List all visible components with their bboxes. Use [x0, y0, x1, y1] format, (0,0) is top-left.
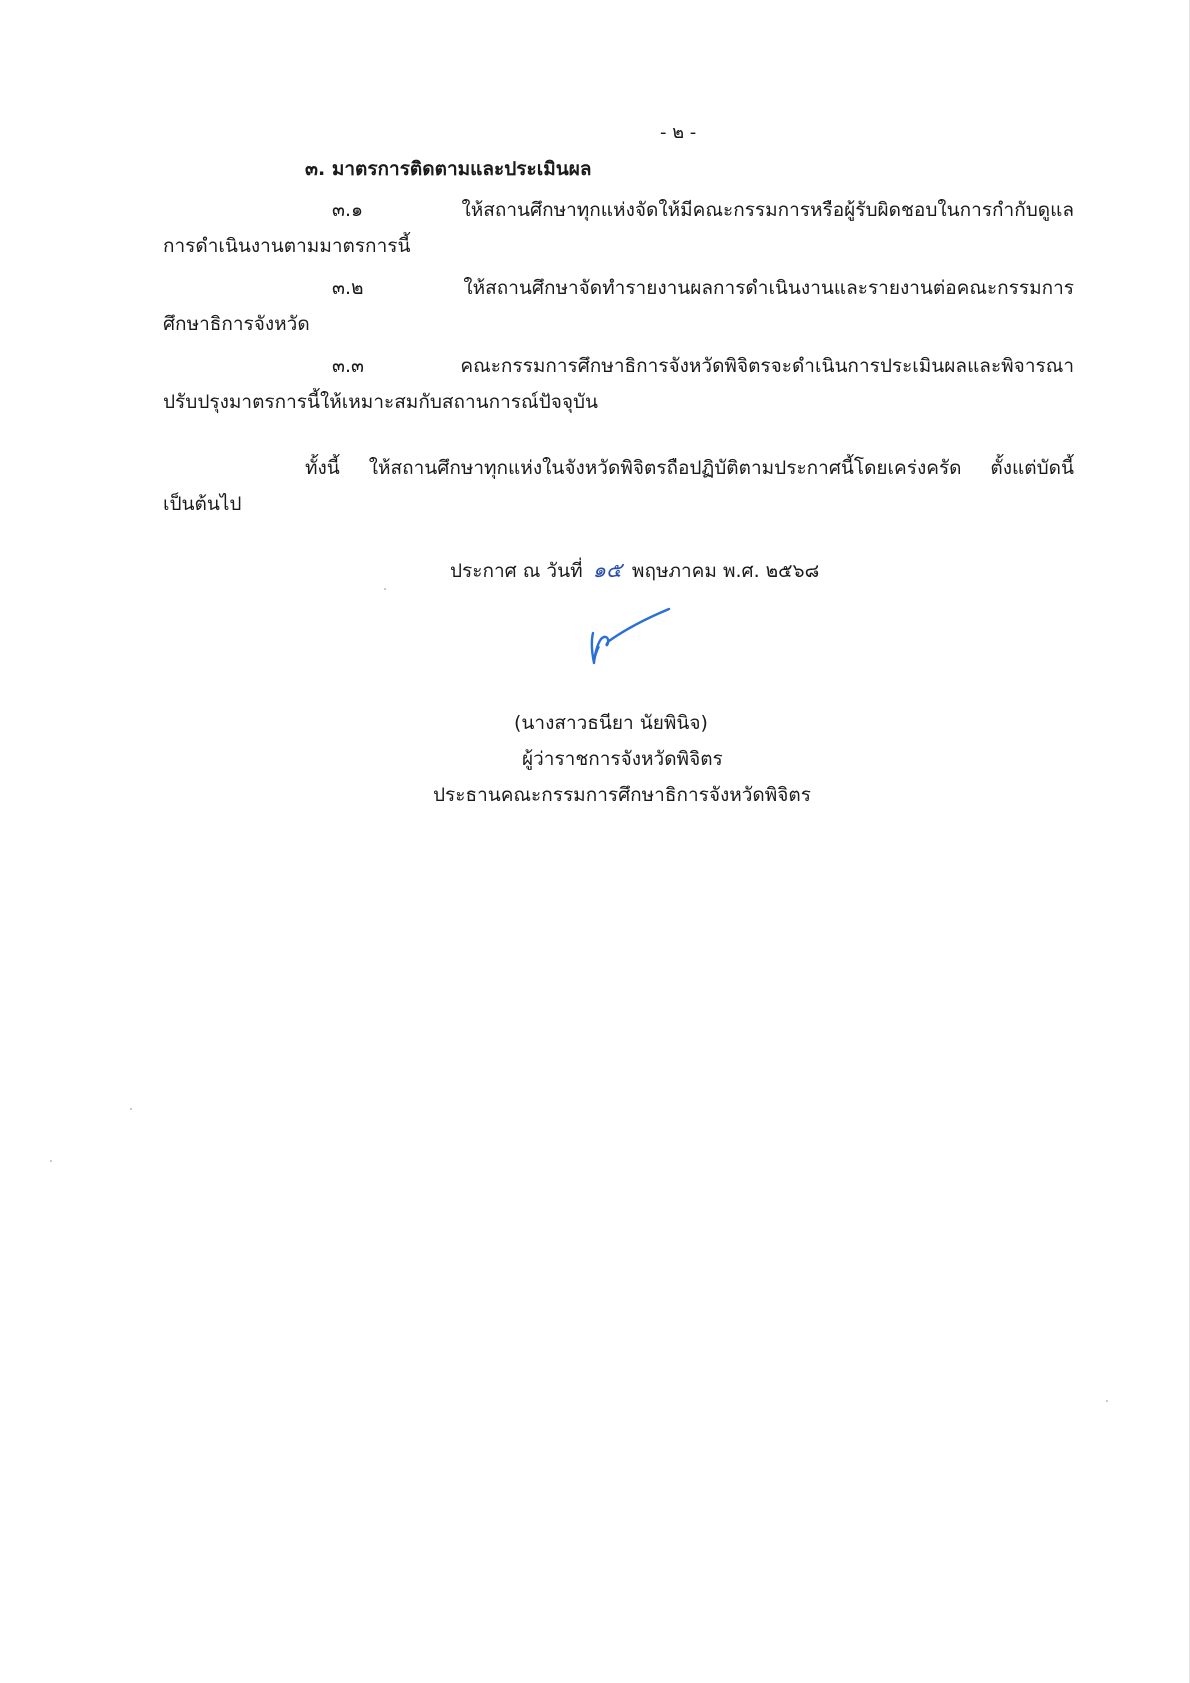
- item-3-2-line-1: ๓.๒ ให้สถานศึกษาจัดทำรายงานผลการดำเนินงานและรายงานต่อคณะกรรมการ: [332, 277, 1074, 299]
- item-3-3-line-2: ปรับปรุงมาตรการนี้ให้เหมาะสมกับสถานการณ์ปัจจุบัน: [163, 391, 599, 413]
- handwritten-signature: [585, 605, 675, 667]
- signatory-name: (นางสาวธนียา นัยพินิจ): [514, 712, 708, 734]
- section-heading: ๓. มาตรการติดตามและประเมินผล: [305, 158, 592, 180]
- page-number: - ๒ -: [660, 122, 697, 143]
- item-3-2-line-2: ศึกษาธิการจังหวัด: [163, 313, 310, 335]
- scan-speck: [384, 588, 386, 590]
- date-month-year: พฤษภาคม พ.ศ. ๒๕๖๘: [631, 560, 820, 582]
- scan-speck: [50, 1160, 52, 1162]
- scan-speck: [130, 1108, 132, 1110]
- item-3-3-line-1: ๓.๓ คณะกรรมการศึกษาธิการจังหวัดพิจิตรจะดำเนินการประเมินผลและพิจารณา: [332, 355, 1074, 377]
- item-3-1-line-1: ๓.๑ ให้สถานศึกษาทุกแห่งจัดให้มีคณะกรรมการหรือผู้รับผิดชอบในการกำกับดูแล: [332, 199, 1074, 221]
- signatory-title-governor: ผู้ว่าราชการจังหวัดพิจิตร: [522, 748, 723, 770]
- announcement-date: [450, 557, 819, 584]
- scan-speck: [1106, 1400, 1108, 1402]
- date-day-handwritten: ๑๕: [592, 558, 622, 582]
- signatory-title-chairman: ประธานคณะกรรมการศึกษาธิการจังหวัดพิจิตร: [433, 784, 811, 806]
- closing-line-2: เป็นต้นไป: [163, 493, 242, 515]
- closing-line-1: ทั้งนี้ ให้สถานศึกษาทุกแห่งในจังหวัดพิจิตรถือปฏิบัติตามประกาศนี้โดยเคร่งครัด ตั้งแต่บัดนี้: [305, 457, 1074, 479]
- date-prefix: ประกาศ ณ วันที่: [450, 560, 583, 582]
- item-3-1-line-2: การดำเนินงานตามมาตรการนี้: [163, 235, 411, 257]
